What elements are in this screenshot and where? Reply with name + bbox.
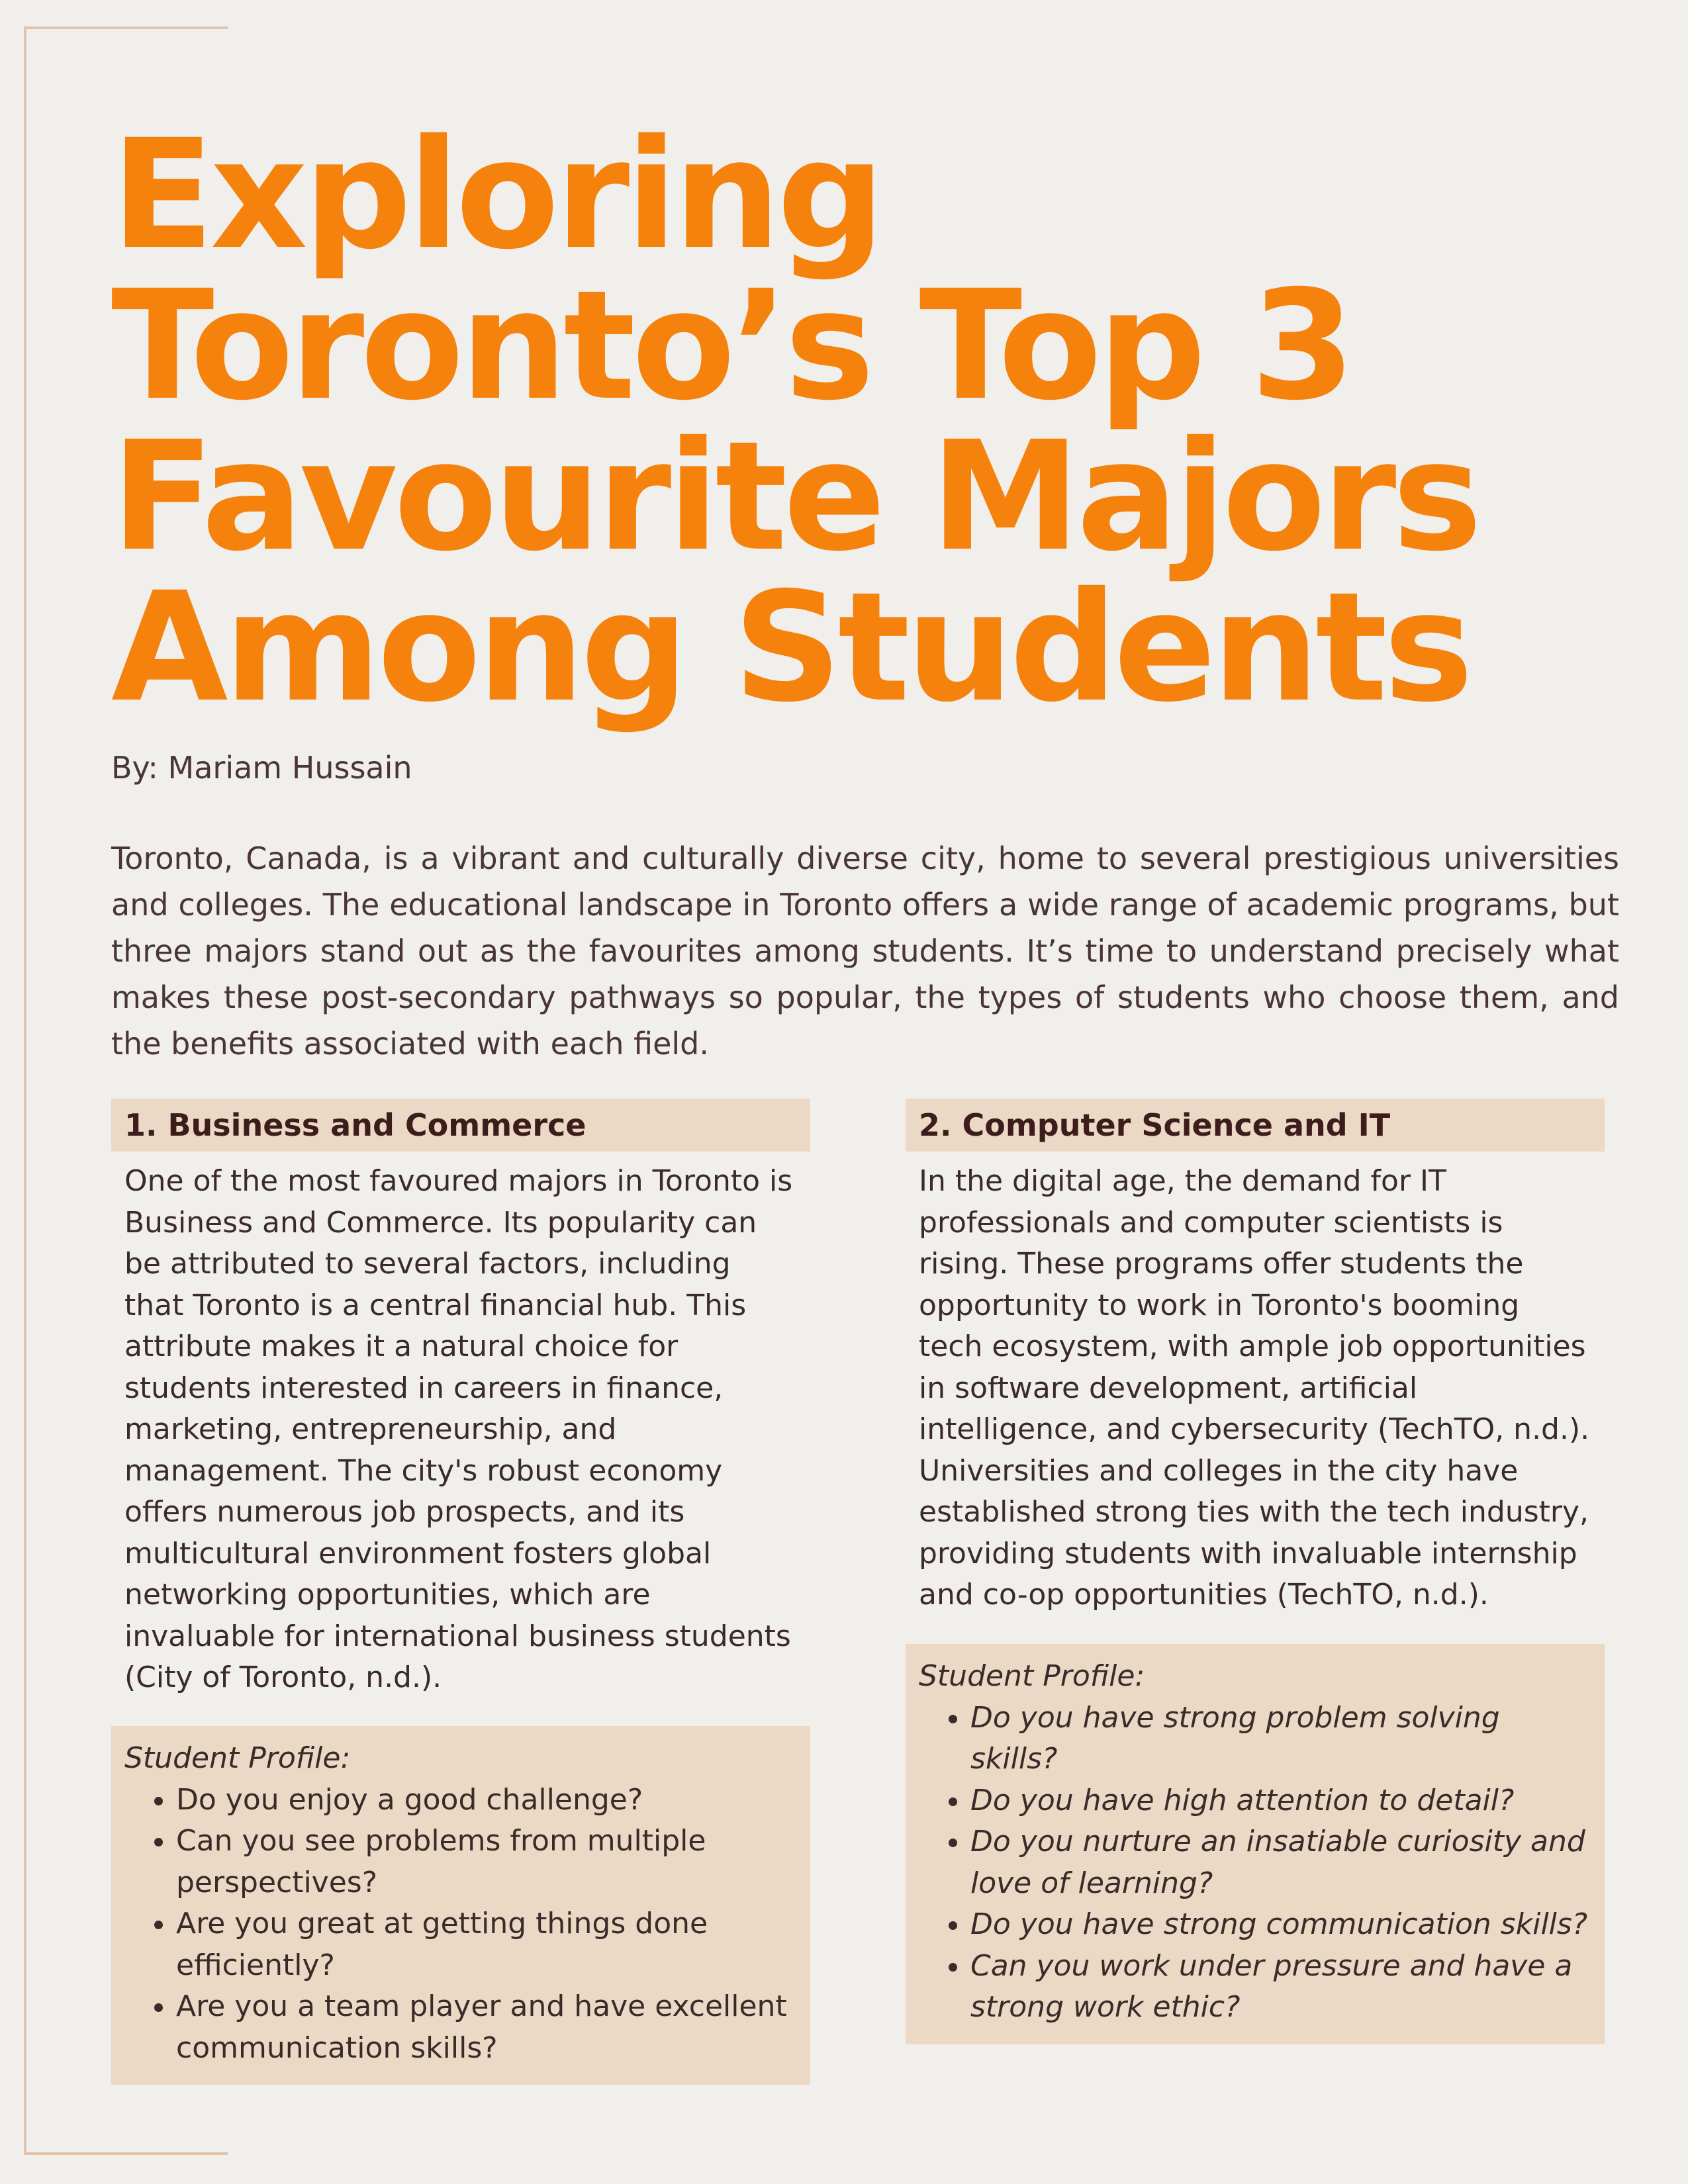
page-title xyxy=(111,107,1634,735)
section-business xyxy=(111,1099,810,1699)
section-heading: 1. Business and Commerce xyxy=(111,1099,810,1152)
byline: By: Mariam Hussain xyxy=(111,750,412,786)
profile-item: • Can you work under pressure and have a strong work ethic? xyxy=(970,1946,1591,2028)
profile-list xyxy=(919,1698,1591,2028)
profile-label: Student Profile: xyxy=(919,1659,1145,1693)
profile-item: • Can you see problems from multiple perspectives? xyxy=(176,1821,797,1903)
profile-label: Student Profile: xyxy=(124,1741,351,1775)
student-profile-computer-science xyxy=(906,1644,1605,2044)
profile-item: • Do you nurture an insatiable curiosity and love of learning? xyxy=(970,1821,1591,1904)
title-line: Exploring xyxy=(111,107,881,283)
student-profile-business xyxy=(111,1726,810,2085)
profile-item: • Are you great at getting things done efficiently? xyxy=(176,1903,797,1986)
profile-item: • Do you enjoy a good challenge? xyxy=(176,1780,797,1821)
profile-item: • Do you have strong communication skills? xyxy=(970,1904,1591,1946)
profile-item: • Do you have high attention to detail? xyxy=(970,1780,1591,1822)
section-body: One of the most favoured majors in Toronto is Business and Commerce. Its popularity can be attributed to several factors, including that Toronto is a central financial hub. This attribute makes it a natural choice for students interested in careers in finance, marketing, entrepreneurship, and management. The city's robust economy offers numerous job prospects, and its multicultural environment fosters global networking opportunities, which are invaluable for international business students (City of Toronto, n.d.). xyxy=(124,1164,793,1694)
title-line: Among Students xyxy=(111,559,1470,735)
section-computer-science xyxy=(906,1099,1605,1616)
profile-item: • Do you have strong problem solving skills? xyxy=(970,1698,1591,1780)
profile-item: • Are you a team player and have excellent communication skills? xyxy=(176,1986,797,2069)
profile-list xyxy=(124,1780,797,2070)
title-line: Favourite Majors xyxy=(111,408,1479,584)
intro-paragraph: Toronto, Canada, is a vibrant and culturally diverse city, home to several prestigious universities and colleges. The educational landscape in Toronto offers a wide range of academic programs, but three majors stand out as the favourites among students. It’s time to understand precisely what makes these post-secondary pathways so popular, the types of students who choose them, and the benefits associated with each field. xyxy=(111,841,1619,1062)
title-line: Toronto’s Top 3 xyxy=(111,257,1352,433)
section-body: In the digital age, the demand for IT professionals and computer scientists is rising. These programs offer students the opportunity to work in Toronto's booming tech ecosystem, with ample job opportunities in software development, artificial intelligence, and cybersecurity (TechTO, n.d.). Universities and colleges in the city have established strong ties with the tech industry, providing students with invaluable internship and co-op opportunities (TechTO, n.d.). xyxy=(919,1164,1590,1612)
section-heading: 2. Computer Science and IT xyxy=(906,1099,1605,1152)
